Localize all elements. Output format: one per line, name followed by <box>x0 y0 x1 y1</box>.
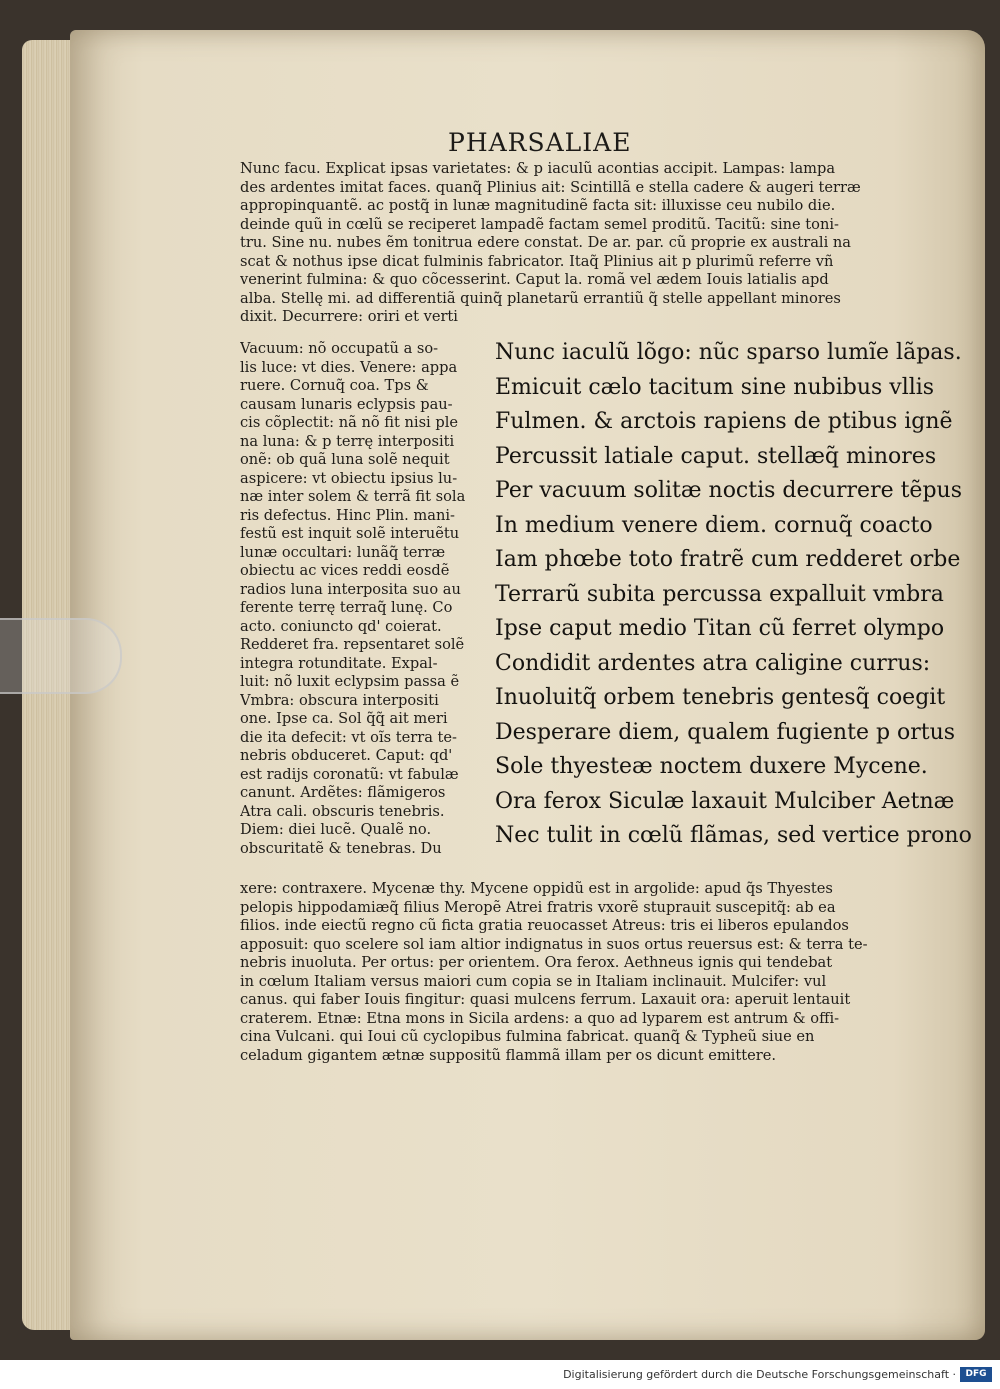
verse-line: Nec tulit in cœlũ flãmas, sed vertice prono <box>495 823 972 848</box>
gloss-line: craterem. Etnæ: Etna mons in Sicila ardens: a quo ad lyparem est antrum & offi- <box>240 1009 840 1027</box>
gloss-line: apposuit: quo scelere sol iam altior indignatus in suos ortus reuersus est: & terra te- <box>240 935 868 953</box>
gloss-line: die ita defecit: vt oĩs terra te- <box>240 728 457 746</box>
gloss-line: tru. Sine nu. nubes ẽm tonitrua edere constat. De ar. par. cũ proprie ex australi na <box>240 234 851 251</box>
gloss-line: one. Ipse ca. Sol q̃q̃ ait meri <box>240 710 448 727</box>
gloss-line: des ardentes imitat faces. quanq̃ Plinius ait: Scintillã e stella cadere & augeri terræ <box>240 178 861 196</box>
gloss-line: ferente terrę terraq̃ lunę. Co <box>240 599 453 616</box>
gloss-line: appropinquantẽ. ac postq̃ in lunæ magnitudinẽ facta sit: illuxisse ceu nubilo die. <box>240 197 836 214</box>
gloss-line: aspicere: vt obiectu ipsius lu- <box>240 469 458 487</box>
page-clip <box>0 618 122 694</box>
verse-line: Emicuit cælo tacitum sine nubibus vllis <box>495 374 935 400</box>
verse-line: Nunc iaculũ lõgo: nũc sparso lumĩe lãpas. <box>495 340 962 365</box>
gloss-line: næ inter solem & terrã fit sola <box>240 488 466 505</box>
gloss-line: festũ est inquit solẽ interuẽtu <box>240 525 460 542</box>
verse-line: Condidit ardentes atra caligine currus: <box>495 650 931 676</box>
gloss-line: causam lunaris eclypsis pau- <box>240 395 453 413</box>
verse-line: Sole thyesteæ noctem duxere Mycene. <box>495 754 928 779</box>
gloss-line: Diem: diei lucẽ. Qualẽ no. <box>240 821 432 838</box>
dfg-logo[interactable]: DFG <box>960 1367 992 1382</box>
verse-line: Iam phœbe toto fratrẽ cum redderet orbe <box>495 547 961 572</box>
verse-line: Inuoluitq̃ orbem tenebris gentesq̃ coegit <box>495 685 946 710</box>
gloss-line: obiectu ac vices reddi eosdẽ <box>240 562 450 579</box>
gloss-line: xere: contraxere. Mycenæ thy. Mycene oppidũ est in argolide: apud q̃s Thyestes <box>240 880 833 897</box>
gloss-line: Vacuum: nõ occupatũ a so- <box>240 340 439 357</box>
verse-line: Fulmen. & arctois rapiens de ptibus ignẽ <box>495 409 953 434</box>
gloss-line: Vmbra: obscura interpositi <box>240 691 439 709</box>
gloss-line: Redderet fra. repsentaret solẽ <box>240 636 465 653</box>
gloss-line: lis luce: vt dies. Venere: appa <box>240 358 458 376</box>
running-head: PHARSALIAE <box>448 128 632 157</box>
gloss-line: lunæ occultari: lunãq̃ terræ <box>240 543 446 561</box>
gloss-bottom <box>240 880 930 1065</box>
footer-bar <box>0 1360 1000 1389</box>
verse-line: Ipse caput medio Titan cũ ferret olympo <box>495 616 945 641</box>
gloss-line: deinde quũ in cœlũ se reciperet lampadẽ factam semel proditũ. Tacitũ: sine toni- <box>240 215 839 233</box>
gloss-top <box>240 160 920 327</box>
gloss-line: Nunc facu. Explicat ipsas varietates: & p iaculũ acontias accipit. Lampas: lampa <box>240 160 836 177</box>
gloss-line: luit: nõ luxit eclypsim passa ẽ <box>240 673 460 690</box>
gloss-line: cis cõplectit: nã nõ fit nisi ple <box>240 414 459 431</box>
verse-block <box>495 336 972 854</box>
gloss-line: dixit. Decurrere: oriri et verti <box>240 308 458 325</box>
gloss-line: ruere. Cornuq̃ coa. Tps & <box>240 377 429 394</box>
gloss-line: scat & nothus ipse dicat fulminis fabricator. Itaq̃ Plinius ait p plurimũ referre vñ <box>240 252 834 270</box>
verse-line: Ora ferox Siculæ laxauit Mulciber Aetnæ <box>495 788 955 814</box>
gloss-side <box>240 340 490 858</box>
verse-line: Desperare diem, qualem fugiente p ortus <box>495 719 956 745</box>
gloss-line: venerint fulmina: & quo cõcesserint. Caput la. romã vel ædem Iouis latialis apd <box>240 271 829 288</box>
gloss-line: Atra cali. obscuris tenebris. <box>240 802 445 820</box>
gloss-line: pelopis hippodamiæq̃ filius Meropẽ Atrei fratris vxorẽ stuprauit suscepitq̃: ab ea <box>240 898 836 916</box>
gloss-line: canunt. Ardẽtes: flãmigeros <box>240 784 446 801</box>
gloss-line: na luna: & p terrę interpositi <box>240 432 455 450</box>
gloss-line: canus. qui faber Iouis fingitur: quasi mulcens ferrum. Laxauit ora: aperuit lentauit <box>240 991 851 1008</box>
gloss-line: integra rotunditate. Expal- <box>240 654 438 672</box>
gloss-line: ris defectus. Hinc Plin. mani- <box>240 506 455 524</box>
gloss-line: obscuritatẽ & tenebras. Du <box>240 839 442 857</box>
gloss-line: radios luna interposita suo au <box>240 580 461 598</box>
verse-line: In medium venere diem. cornuq̃ coacto <box>495 512 933 538</box>
verse-line: Per vacuum solitæ noctis decurrere tẽpus <box>495 478 962 503</box>
gloss-line: nebris obduceret. Caput: qd' <box>240 747 453 764</box>
gloss-line: est radijs coronatũ: vt fabulæ <box>240 765 459 783</box>
gloss-line: celadum gigantem ætnæ suppositũ flammã illam per os dicunt emittere. <box>240 1046 776 1064</box>
funding-credit: Digitalisierung gefördert durch die Deutsche Forschungsgemeinschaft · <box>563 1368 956 1381</box>
verse-line: Terrarũ subita percussa expalluit vmbra <box>495 581 944 607</box>
gloss-line: alba. Stellę mi. ad differentiã quinq̃ planetarũ errantiũ q̃ stelle appellant minores <box>240 289 841 307</box>
gloss-line: filios. inde eiectũ regno cũ ficta gratia reuocasset Atreus: tris ei liberos epulandos <box>240 917 849 934</box>
gloss-line: cina Vulcani. qui Ioui cũ cyclopibus fulmina fabricat. quanq̃ & Typheũ siue en <box>240 1028 815 1045</box>
gloss-line: nebris inuoluta. Per ortus: per orientem. Ora ferox. Aethneus ignis qui tendebat <box>240 954 833 971</box>
gloss-line: acto. coniuncto qd' coierat. <box>240 617 442 635</box>
gloss-line: onẽ: ob quã luna solẽ nequit <box>240 451 450 468</box>
verse-line: Percussit latiale caput. stellæq̃ minores <box>495 443 937 469</box>
gloss-line: in cœlum Italiam versus maiori cum copia se in Italiam inclinauit. Mulcifer: vul <box>240 972 827 990</box>
